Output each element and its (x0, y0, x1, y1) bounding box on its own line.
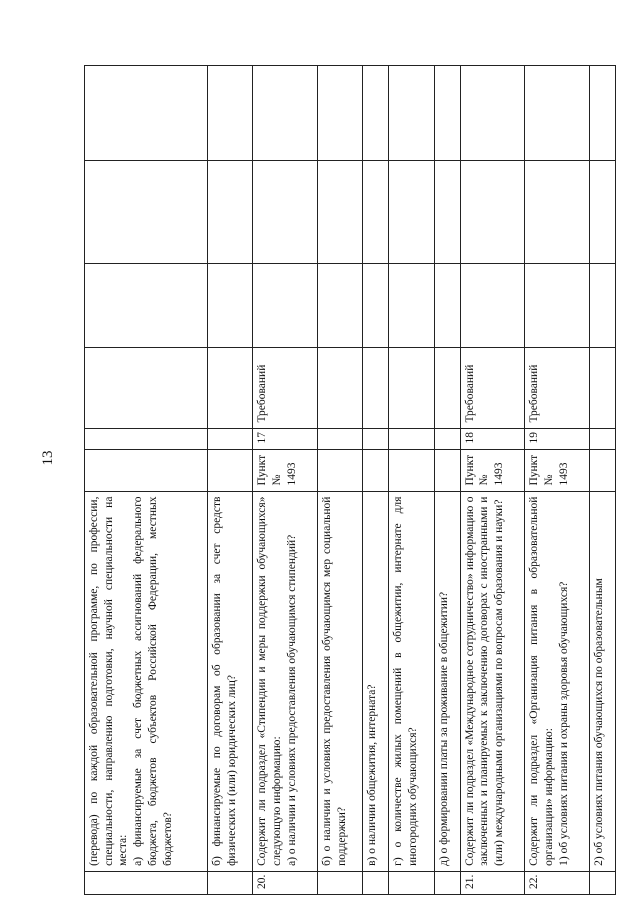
question-text (253, 491, 318, 871)
answer-cell-1 (363, 263, 389, 347)
question-text (389, 491, 434, 871)
answer-cell-3 (525, 66, 590, 161)
answer-cell-1 (589, 263, 615, 347)
table-row (589, 66, 615, 895)
row-number-text: 22. (528, 874, 541, 889)
reference-cell (460, 449, 525, 491)
reference-cell (207, 449, 252, 491)
answer-cell-3 (589, 66, 615, 161)
point-number-text: 18 (463, 432, 476, 444)
point-number (434, 428, 460, 449)
answer-cell-3 (460, 66, 525, 161)
question-text-text: б) финансируемые по договорам об образовании за счет средств физических и (или) юридических лиц? (210, 496, 238, 866)
answer-cell-2 (434, 160, 460, 263)
answer-cell-1 (525, 263, 590, 347)
row-number (317, 871, 362, 894)
question-text (434, 491, 460, 871)
reference-cell (317, 449, 362, 491)
answer-cell-3 (317, 66, 362, 161)
reference-cell (525, 449, 590, 491)
row-number (460, 871, 525, 894)
answer-cell-1 (389, 263, 434, 347)
table-row (85, 66, 208, 895)
reference-cell (589, 449, 615, 491)
table-row (434, 66, 460, 895)
row-number (434, 871, 460, 894)
reference-cell-text: Пункт № 1493 (256, 454, 298, 486)
row-number (525, 871, 590, 894)
answer-cell-1 (460, 263, 525, 347)
requirement-cell-text: Требований (256, 364, 269, 423)
answer-cell-2 (389, 160, 434, 263)
requirement-cell (253, 347, 318, 428)
requirement-cell (317, 347, 362, 428)
question-text-text: 2) об условиях питания обучающихся по образовательным (592, 578, 605, 866)
point-number (317, 428, 362, 449)
reference-cell (253, 449, 318, 491)
checklist-table (84, 65, 616, 895)
question-text-text: д) о формировании платы за проживание в общежитии? (437, 591, 450, 866)
question-text (317, 491, 362, 871)
answer-cell-2 (525, 160, 590, 263)
point-number (207, 428, 252, 449)
answer-cell-1 (253, 263, 318, 347)
table-row (317, 66, 362, 895)
question-text-text: (перевода) по каждой образовательной программе, по профессии, специальности, направлению подготовки, научной специальности на места: а) финансируемые за счет бюджетных ассигнований федерального бюджета, бюджетов субъектов Российской Федерации, местных бюджетов? (88, 496, 174, 866)
answer-cell-2 (207, 160, 252, 263)
question-text (460, 491, 525, 871)
answer-cell-1 (434, 263, 460, 347)
answer-cell-2 (253, 160, 318, 263)
point-number-text: 19 (528, 432, 541, 444)
requirement-cell (589, 347, 615, 428)
requirement-cell-text: Требований (528, 364, 541, 423)
point-number (253, 428, 318, 449)
table-row (253, 66, 318, 895)
question-text (525, 491, 590, 871)
answer-cell-3 (253, 66, 318, 161)
question-text-text: в) о наличии общежития, интерната? (366, 684, 379, 866)
table-row (460, 66, 525, 895)
reference-cell (85, 449, 208, 491)
question-text-text: б) о наличии и условиях предоставления обучающимся мер социальной поддержки? (320, 496, 348, 866)
answer-cell-1 (317, 263, 362, 347)
answer-cell-2 (317, 160, 362, 263)
reference-cell (363, 449, 389, 491)
question-text-text: Содержит ли подраздел «Стипендии и меры поддержки обучающихся» следующую информацию: а) о наличии и условиях предоставления обучающимся стипендий? (256, 496, 298, 866)
page-number: 13 (40, 450, 56, 466)
row-number-text: 20. (256, 874, 269, 889)
answer-cell-2 (85, 160, 208, 263)
question-text (85, 491, 208, 871)
answer-cell-3 (363, 66, 389, 161)
point-number (589, 428, 615, 449)
row-number (253, 871, 318, 894)
point-number (525, 428, 590, 449)
requirement-cell (207, 347, 252, 428)
reference-cell-text: Пункт № 1493 (463, 454, 505, 486)
reference-cell-text: Пункт № 1493 (528, 454, 570, 486)
answer-cell-2 (363, 160, 389, 263)
requirement-cell (363, 347, 389, 428)
answer-cell-3 (85, 66, 208, 161)
answer-cell-1 (207, 263, 252, 347)
question-text (589, 491, 615, 871)
answer-cell-3 (389, 66, 434, 161)
row-number (589, 871, 615, 894)
point-number (389, 428, 434, 449)
answer-cell-3 (207, 66, 252, 161)
row-number (207, 871, 252, 894)
row-number-text: 21. (463, 874, 476, 889)
point-number (85, 428, 208, 449)
requirement-cell (434, 347, 460, 428)
answer-cell-1 (85, 263, 208, 347)
table-row (207, 66, 252, 895)
row-number (389, 871, 434, 894)
question-text (207, 491, 252, 871)
point-number (460, 428, 525, 449)
point-number (363, 428, 389, 449)
row-number (363, 871, 389, 894)
checklist-sheet (84, 65, 616, 895)
table-row (363, 66, 389, 895)
point-number-text: 17 (256, 432, 269, 444)
requirement-cell (525, 347, 590, 428)
table-row (525, 66, 590, 895)
answer-cell-2 (460, 160, 525, 263)
answer-cell-2 (589, 160, 615, 263)
question-text-text: Содержит ли подраздел «Международное сотрудничество» информацию о заключенных и планируемых к заключению договорах с иностранными и (или) международными организациями по вопросам образования и науки? (463, 496, 505, 866)
requirement-cell-text: Требований (463, 364, 476, 423)
requirement-cell (460, 347, 525, 428)
requirement-cell (389, 347, 434, 428)
question-text (363, 491, 389, 871)
question-text-text: г) о количестве жилых помещений в общежитии, интернате для иногородних обучающихся? (392, 496, 419, 866)
reference-cell (434, 449, 460, 491)
row-number (85, 871, 208, 894)
answer-cell-3 (434, 66, 460, 161)
reference-cell (389, 449, 434, 491)
table-row (389, 66, 434, 895)
requirement-cell (85, 347, 208, 428)
question-text-text: Содержит ли подраздел «Организация питания в образовательной организации» информацию: 1) об условиях питания и охраны здоровья обучающихся? (528, 496, 570, 866)
